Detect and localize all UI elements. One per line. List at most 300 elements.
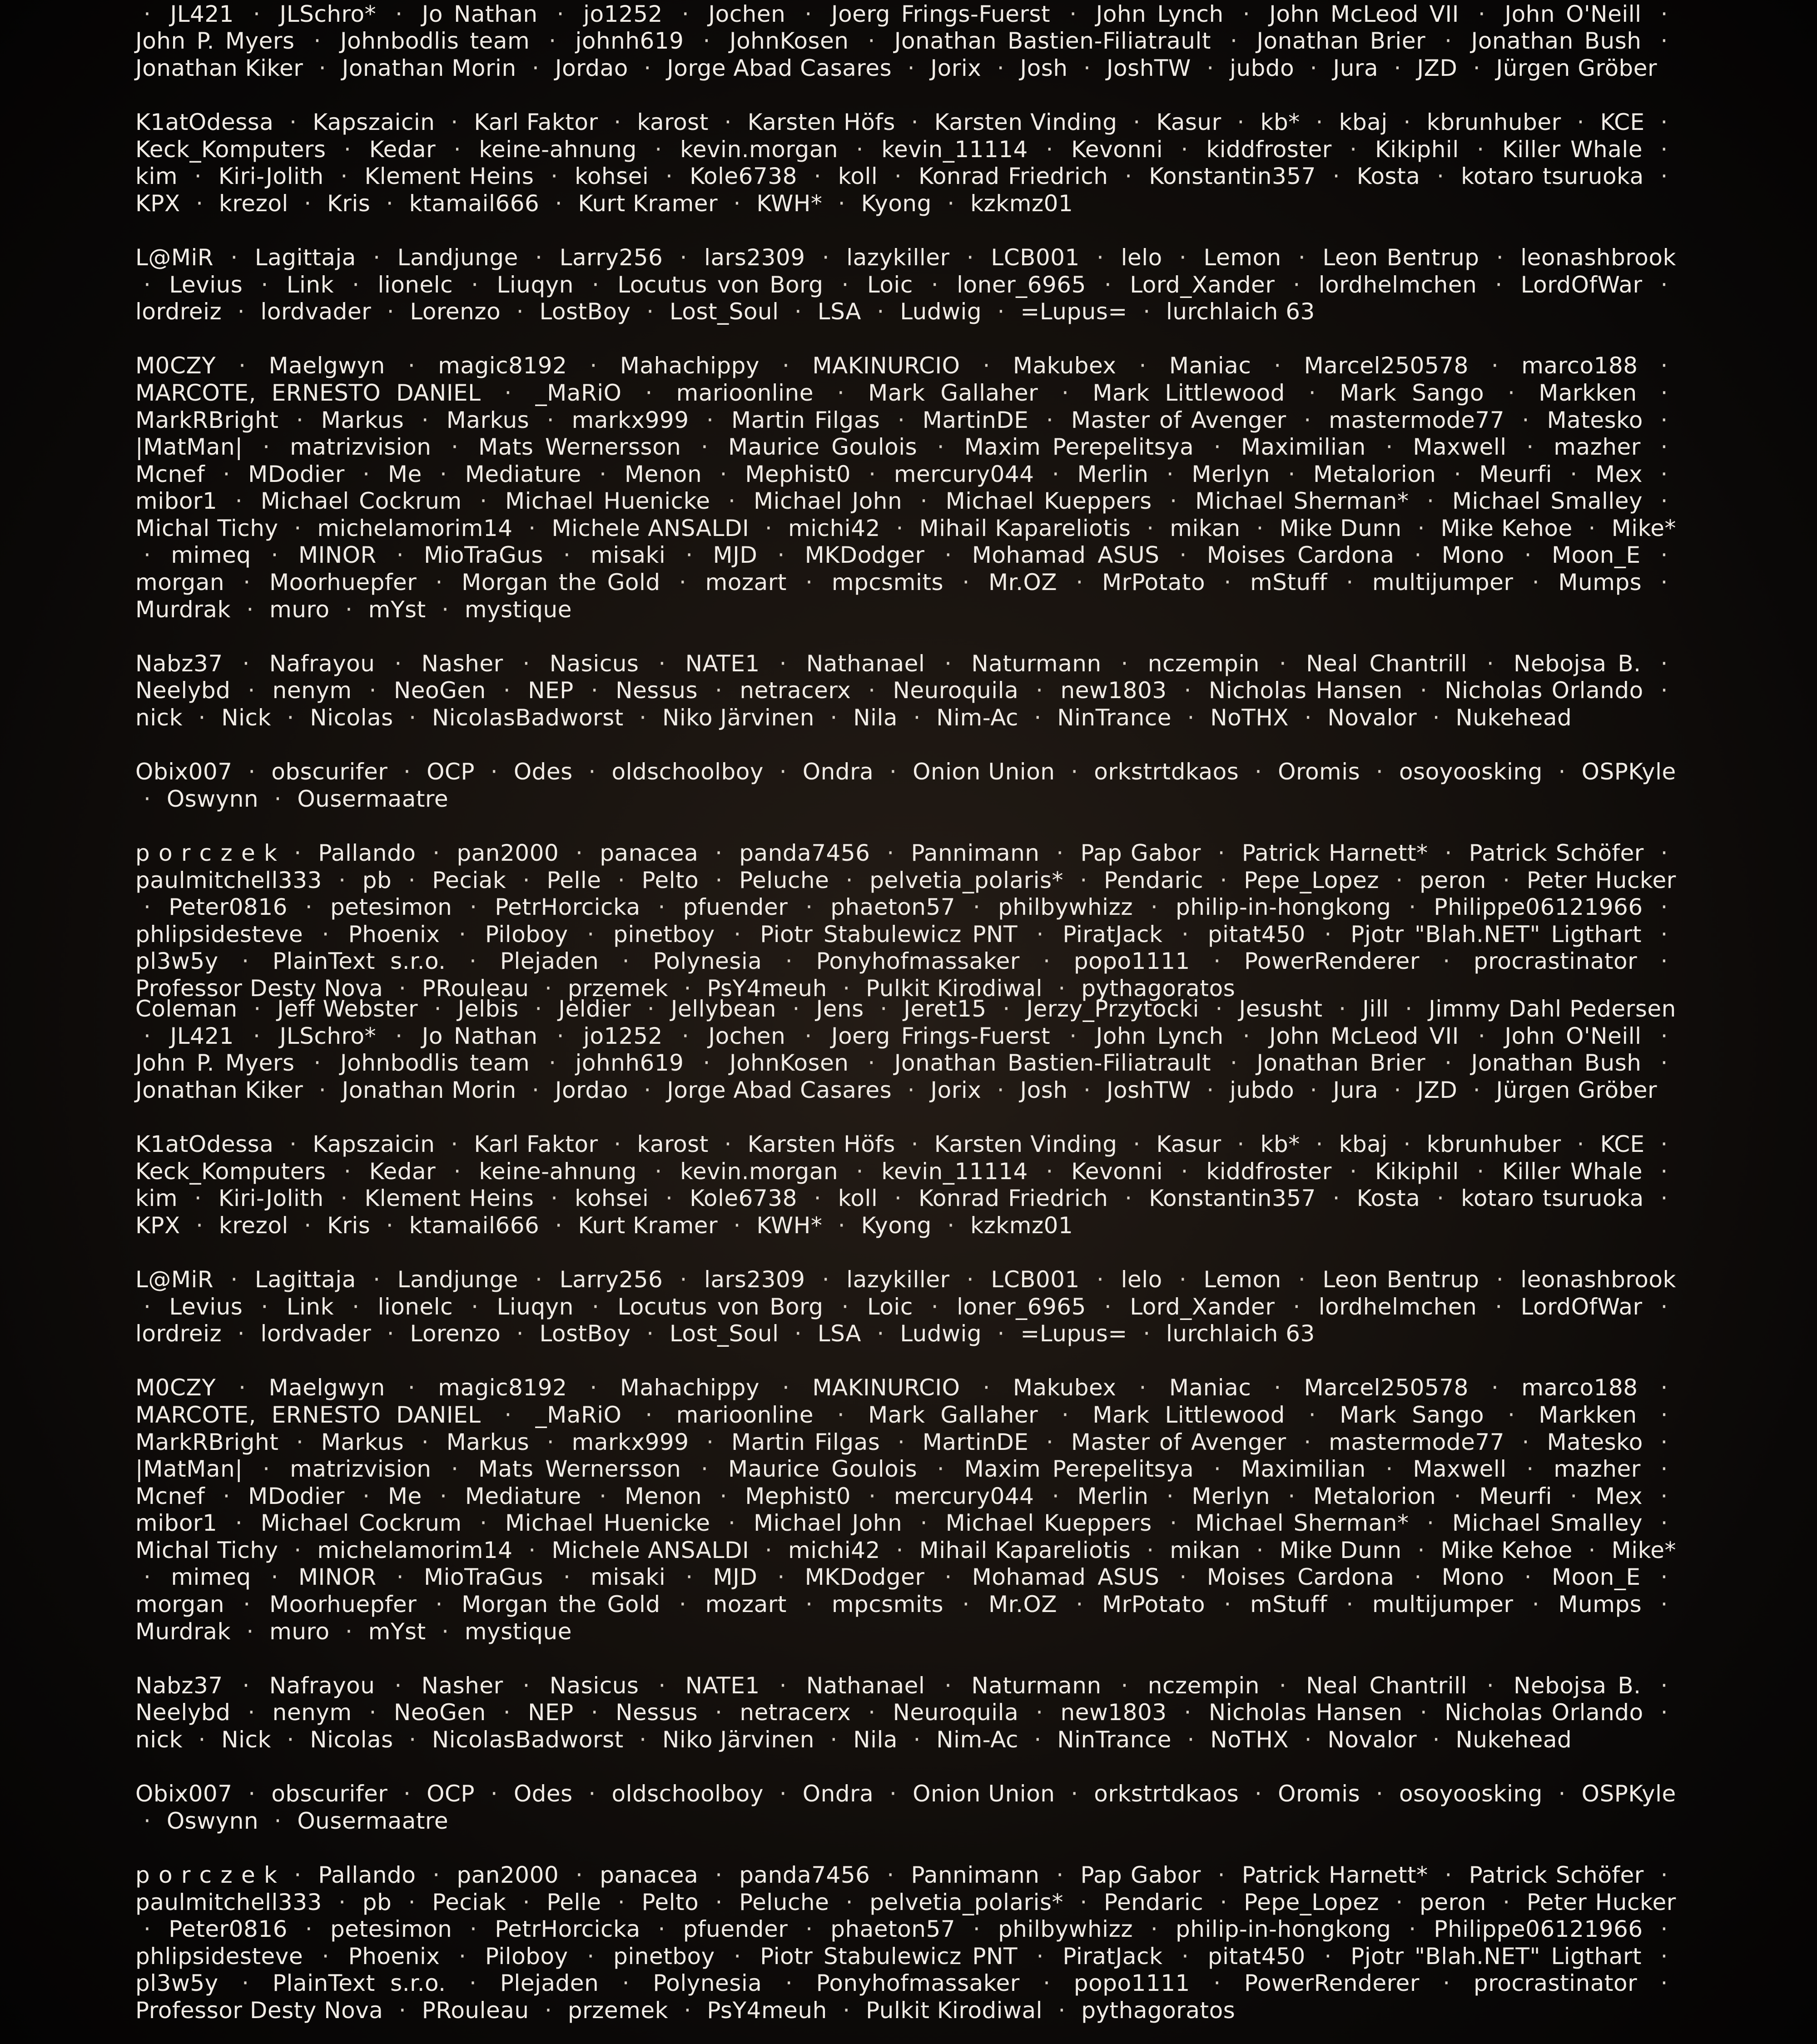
separator-dot: · [973, 894, 981, 921]
credit-name: michelamorim14 [317, 1537, 513, 1563]
credit-name: Pelto [641, 1889, 699, 1915]
credit-name: L@MiR [135, 244, 214, 271]
separator-dot: · [253, 1022, 261, 1049]
credit-name: kevin_11114 [881, 1158, 1028, 1185]
separator-dot: · [1491, 352, 1499, 379]
separator-dot: · [1043, 948, 1051, 975]
credit-name: morgan [135, 1591, 225, 1618]
credit-name: MrPotato [1102, 569, 1206, 596]
credit-name: Polynesia [653, 1970, 762, 1997]
credit-name: Johnbodlis team [340, 28, 530, 55]
credit-name: Nafrayou [269, 1672, 375, 1699]
credit-name: Konstantin357 [1149, 163, 1316, 190]
separator-dot: · [271, 1564, 278, 1591]
separator-dot: · [665, 163, 673, 190]
separator-dot: · [1417, 1537, 1425, 1563]
credit-name: Jorix [930, 55, 982, 81]
credit-name: Niko Järvinen [662, 704, 814, 731]
credit-name: Karsten Vinding [934, 1131, 1117, 1157]
separator-dot: · [880, 996, 888, 1022]
credit-name: Nukehead [1455, 704, 1572, 731]
separator-dot: · [1477, 136, 1484, 163]
separator-dot: · [289, 109, 297, 135]
credit-name: Markus [321, 1429, 404, 1455]
separator-dot: · [680, 1266, 687, 1293]
separator-dot: · [144, 1807, 151, 1834]
separator-dot: · [1437, 1185, 1445, 1212]
credit-name: lordhelmchen [1318, 1293, 1477, 1320]
separator-dot: · [1660, 1293, 1668, 1320]
separator-dot: · [469, 948, 477, 975]
credit-name: MINOR [298, 1564, 377, 1591]
credit-name: karost [637, 109, 709, 135]
credits-group-j [135, 996, 1676, 1104]
credit-name: Onion Union [913, 759, 1055, 785]
separator-dot: · [408, 867, 416, 893]
separator-dot: · [1224, 569, 1231, 596]
separator-dot: · [1220, 1889, 1227, 1915]
credit-name: Kurt Kramer [578, 190, 718, 217]
separator-dot: · [196, 1212, 204, 1239]
credit-name: Mike Dunn [1279, 515, 1402, 541]
credit-name: panacea [600, 840, 699, 866]
credit-name: oldschoolboy [611, 759, 764, 785]
separator-dot: · [242, 650, 250, 677]
separator-dot: · [1660, 1564, 1668, 1591]
separator-dot: · [144, 1564, 151, 1591]
separator-dot: · [1526, 434, 1534, 461]
separator-dot: · [1224, 1591, 1231, 1618]
separator-dot: · [658, 894, 665, 921]
credit-name: misaki [591, 1564, 666, 1591]
separator-dot: · [907, 1077, 915, 1103]
credit-name: Mediature [465, 461, 581, 487]
separator-dot: · [294, 1862, 302, 1888]
credit-name: MioTraGus [423, 1564, 543, 1591]
separator-dot: · [194, 1185, 202, 1212]
credit-name: Kasur [1156, 1131, 1221, 1157]
separator-dot: · [1150, 1916, 1158, 1943]
separator-dot: · [644, 1077, 651, 1103]
separator-dot: · [1003, 996, 1010, 1022]
separator-dot: · [394, 1672, 402, 1699]
separator-dot: · [294, 1537, 302, 1563]
separator-dot: · [845, 1889, 854, 1915]
separator-dot: · [841, 271, 849, 298]
credit-name: pythagoratos [1081, 1997, 1236, 2024]
separator-dot: · [1496, 244, 1504, 271]
separator-dot: · [715, 1889, 723, 1915]
separator-dot: · [700, 1456, 709, 1483]
credit-name: Onion Union [913, 1781, 1055, 1807]
credit-name: John P. Myers [135, 28, 295, 55]
credit-name: Piotr Stabulewicz PNT [760, 1943, 1018, 1970]
separator-dot: · [1034, 704, 1042, 731]
separator-dot: · [715, 1699, 723, 1726]
credit-name: Kosta [1356, 1185, 1420, 1212]
credit-name: marioonline [676, 1401, 814, 1428]
separator-dot: · [442, 1618, 449, 1645]
credit-name: kbrunhuber [1426, 1131, 1561, 1157]
credit-name: loner_6965 [957, 1293, 1086, 1320]
credit-name: pitat450 [1207, 1943, 1306, 1970]
credit-name: nczempin [1147, 650, 1260, 677]
separator-dot: · [1080, 867, 1087, 893]
separator-dot: · [837, 379, 845, 406]
credit-name: Kevonni [1071, 136, 1163, 163]
separator-dot: · [1179, 1564, 1187, 1591]
credit-name: kotaro tsuruoka [1461, 1185, 1644, 1212]
credit-name: Michele ANSALDI [551, 1537, 750, 1563]
credit-name: pfuender [683, 894, 788, 921]
separator-dot: · [1187, 1726, 1195, 1753]
credit-name: petesimon [330, 1916, 452, 1943]
credit-name: lelo [1121, 1266, 1162, 1293]
credit-name: Piotr Stabulewicz PNT [760, 921, 1018, 948]
credit-name: Peter Hucker [1526, 1889, 1676, 1915]
credit-name: Moon_E [1551, 542, 1641, 569]
separator-dot: · [1274, 1374, 1281, 1401]
credit-name: paulmitchell333 [135, 1889, 322, 1915]
credit-name: Maurice Goulois [728, 434, 918, 461]
credit-name: NEP [528, 1699, 574, 1726]
credit-name: lionelc [377, 271, 453, 298]
credit-name: Lorenzo [410, 298, 501, 325]
separator-dot: · [1524, 542, 1532, 569]
credit-name: lazykiller [846, 244, 950, 271]
credit-name: Maximilian [1241, 434, 1366, 461]
credit-name: NinTrance [1057, 1726, 1172, 1753]
separator-dot: · [1403, 109, 1411, 135]
separator-dot: · [1426, 488, 1435, 515]
separator-dot: · [838, 190, 846, 217]
credit-name: Jürgen Gröber [1496, 1077, 1658, 1103]
separator-dot: · [1052, 461, 1060, 487]
credit-name: Nathanael [806, 1672, 925, 1699]
credit-name: Kurt Kramer [578, 1212, 718, 1239]
credit-name: orkstrtdkaos [1094, 759, 1239, 785]
separator-dot: · [1279, 650, 1287, 677]
separator-dot: · [516, 1320, 524, 1347]
credit-name: Michael Smalley [1452, 488, 1643, 515]
credit-name: Jonathan Kiker [135, 55, 303, 81]
credit-name: Patrick Schöfer [1469, 840, 1644, 866]
separator-dot: · [261, 271, 268, 298]
credit-name: Kedar [369, 136, 436, 163]
separator-dot: · [144, 1293, 151, 1320]
credit-name: Moises Cardona [1206, 542, 1395, 569]
separator-dot: · [458, 1943, 467, 1970]
separator-dot: · [1660, 0, 1668, 27]
separator-dot: · [551, 163, 558, 190]
separator-dot: · [322, 921, 330, 948]
separator-dot: · [528, 515, 536, 541]
credit-name: przemek [567, 975, 669, 1002]
separator-dot: · [409, 704, 417, 731]
credits-group-o [135, 1781, 1676, 1835]
separator-dot: · [451, 1456, 459, 1483]
separator-dot: · [435, 1591, 443, 1618]
credit-name: Plejaden [500, 948, 599, 975]
separator-dot: · [576, 840, 583, 866]
credit-name: Mats Wernersson [478, 1456, 681, 1483]
credit-name: NeoGen [393, 677, 486, 704]
separator-dot: · [587, 921, 595, 948]
credit-name: NATE1 [685, 1672, 760, 1699]
separator-dot: · [907, 55, 915, 81]
separator-dot: · [911, 109, 919, 135]
separator-dot: · [409, 1726, 417, 1753]
separator-dot: · [1350, 1158, 1357, 1185]
credit-name: leonashbrook [1520, 244, 1676, 271]
credit-name: matrizvision [290, 434, 432, 461]
separator-dot: · [1473, 55, 1481, 81]
separator-dot: · [1522, 407, 1529, 433]
credit-name: orkstrtdkaos [1094, 1781, 1239, 1807]
separator-dot: · [555, 190, 563, 217]
credit-name: Michael Kueppers [945, 488, 1152, 515]
separator-dot: · [920, 488, 928, 515]
separator-dot: · [947, 190, 955, 217]
credit-name: Jura [1333, 1077, 1379, 1103]
credit-name: M0CZY [135, 1374, 216, 1401]
credit-name: Lord_Xander [1130, 1293, 1275, 1320]
separator-dot: · [432, 840, 440, 866]
credit-name: Kasur [1156, 109, 1221, 135]
separator-dot: · [591, 271, 600, 298]
separator-dot: · [1660, 1916, 1668, 1943]
separator-dot: · [1445, 28, 1452, 55]
separator-dot: · [1298, 244, 1306, 271]
credit-name: Jonathan Kiker [135, 1077, 303, 1103]
separator-dot: · [242, 948, 249, 975]
separator-dot: · [645, 379, 653, 406]
separator-dot: · [294, 840, 302, 866]
credit-name: Kapszaicin [313, 1131, 435, 1157]
separator-dot: · [545, 1997, 552, 2024]
credit-name: Lost_Soul [669, 298, 779, 325]
credit-name: MAKINURCIO [812, 352, 960, 379]
credit-name: multijumper [1372, 569, 1514, 596]
credit-name: Mihail Kapareliotis [919, 1537, 1131, 1563]
separator-dot: · [470, 1916, 477, 1943]
credit-name: JLSchro* [279, 1022, 377, 1049]
separator-dot: · [1293, 271, 1301, 298]
credit-name: Master of Avenger [1071, 407, 1286, 433]
separator-dot: · [931, 271, 939, 298]
separator-dot: · [1242, 1022, 1251, 1049]
credit-name: phaeton57 [830, 894, 956, 921]
separator-dot: · [591, 1293, 600, 1320]
separator-dot: · [549, 28, 556, 55]
credit-name: OSPKyle [1581, 759, 1676, 785]
credit-name: kzkmz01 [970, 190, 1073, 217]
separator-dot: · [305, 894, 313, 921]
separator-dot: · [1184, 1699, 1191, 1726]
credit-name: pan2000 [457, 1862, 559, 1888]
separator-dot: · [646, 298, 654, 325]
separator-dot: · [1414, 1564, 1422, 1591]
separator-dot: · [480, 1510, 487, 1537]
separator-dot: · [1304, 704, 1312, 731]
separator-dot: · [373, 1266, 381, 1293]
separator-dot: · [1660, 1970, 1668, 1997]
separator-dot: · [966, 1266, 974, 1293]
credit-name: Neelybd [135, 1699, 231, 1726]
separator-dot: · [724, 1131, 732, 1157]
separator-dot: · [1522, 1429, 1529, 1455]
separator-dot: · [1071, 759, 1078, 785]
separator-dot: · [1477, 1158, 1484, 1185]
credit-name: Maniac [1169, 1374, 1251, 1401]
separator-dot: · [248, 1781, 256, 1807]
separator-dot: · [805, 569, 813, 596]
credit-name: John P. Myers [135, 1050, 295, 1077]
separator-dot: · [720, 461, 727, 487]
separator-dot: · [944, 650, 952, 677]
credit-name: Nessus [616, 1699, 698, 1726]
separator-dot: · [144, 0, 151, 27]
separator-dot: · [1437, 163, 1445, 190]
separator-dot: · [779, 759, 787, 785]
credits-scroll-copy-2 [135, 996, 1676, 2044]
separator-dot: · [144, 542, 151, 569]
credit-name: kiddfroster [1206, 1158, 1332, 1185]
credit-name: Ponyhofmassaker [816, 1970, 1020, 1997]
credit-name: peron [1420, 1889, 1486, 1915]
separator-dot: · [387, 1320, 394, 1347]
credit-name: Lemon [1203, 1266, 1281, 1293]
credit-name: Neal Chantrill [1306, 1672, 1467, 1699]
separator-dot: · [345, 1618, 353, 1645]
credit-name: Nicolas [310, 704, 393, 731]
credit-name: Jura [1333, 55, 1379, 81]
separator-dot: · [856, 136, 864, 163]
separator-dot: · [1097, 1266, 1104, 1293]
separator-dot: · [522, 650, 530, 677]
credit-name: LSA [817, 1320, 861, 1347]
separator-dot: · [1206, 55, 1214, 81]
separator-dot: · [765, 1537, 773, 1563]
credit-name: pinetboy [613, 1943, 715, 1970]
credit-name: Nim-Ac [936, 1726, 1019, 1753]
credit-name: panacea [600, 1862, 699, 1888]
separator-dot: · [869, 1483, 876, 1509]
separator-dot: · [398, 975, 407, 1002]
credit-name: MartinDE [922, 407, 1029, 433]
credit-name: Klement Heins [364, 1185, 534, 1212]
separator-dot: · [1660, 434, 1668, 461]
separator-dot: · [937, 434, 945, 461]
credit-name: Jeldier [558, 996, 631, 1022]
separator-dot: · [1508, 1401, 1515, 1428]
credit-name: OCP [427, 1781, 475, 1807]
credit-name: loner_6965 [957, 271, 1086, 298]
credit-name: Michael John [753, 1510, 903, 1537]
credit-name: Morgan the Gold [462, 569, 660, 596]
separator-dot: · [274, 1807, 282, 1834]
credit-name: Marcel250578 [1304, 1374, 1469, 1401]
credit-name: Jeret15 [904, 996, 987, 1022]
separator-dot: · [1660, 542, 1668, 569]
credit-name: nenym [272, 1699, 352, 1726]
separator-dot: · [294, 515, 302, 541]
credit-name: Kris [327, 1212, 371, 1239]
separator-dot: · [1588, 515, 1596, 541]
credit-name: Professor Desty Nova [135, 1997, 383, 2024]
separator-dot: · [1473, 1077, 1481, 1103]
credit-name: PRouleau [422, 975, 529, 1002]
separator-dot: · [944, 1564, 952, 1591]
credit-name: Maxim Perepelitsya [964, 1456, 1194, 1483]
credit-name: mimeq [171, 542, 251, 569]
credit-name: kohsei [575, 1185, 649, 1212]
credit-name: Martin Filgas [731, 407, 880, 433]
credit-name: JL421 [170, 0, 234, 27]
separator-dot: · [1181, 1943, 1189, 1970]
credit-name: Oswynn [166, 1807, 259, 1834]
credit-name: Ponyhofmassaker [816, 948, 1020, 975]
credit-name: Mediature [465, 1483, 581, 1509]
separator-dot: · [1046, 407, 1054, 433]
credit-name: Lorenzo [410, 1320, 501, 1347]
credit-name: Keck_Komputers [135, 136, 326, 163]
separator-dot: · [304, 1212, 312, 1239]
separator-dot: · [394, 650, 402, 677]
separator-dot: · [1570, 461, 1578, 487]
separator-dot: · [1660, 1131, 1668, 1157]
credit-name: Jordao [555, 1077, 628, 1103]
credit-name: MAKINURCIO [812, 1374, 960, 1401]
separator-dot: · [868, 1699, 876, 1726]
credit-name: Nick [221, 1726, 271, 1753]
credit-name: Nicolas [310, 1726, 393, 1753]
credit-name: Plejaden [500, 1970, 599, 1997]
separator-dot: · [1420, 1699, 1428, 1726]
separator-dot: · [1332, 1185, 1340, 1212]
credit-name: Killer Whale [1502, 136, 1643, 163]
credit-name: Metalorion [1313, 1483, 1436, 1509]
credit-name: Menon [624, 1483, 702, 1509]
separator-dot: · [715, 867, 723, 893]
separator-dot: · [403, 759, 411, 785]
separator-dot: · [1237, 1131, 1245, 1157]
separator-dot: · [1660, 1429, 1668, 1455]
credit-name: Martin Filgas [731, 1429, 880, 1455]
separator-dot: · [1288, 1483, 1296, 1509]
credit-name: Mark Littlewood [1092, 379, 1285, 406]
credit-name: Jonathan Morin [342, 1077, 516, 1103]
credit-name: Nessus [616, 677, 698, 704]
credit-name: Jo Nathan [422, 1022, 538, 1049]
credit-name: Mike Kehoe [1440, 1537, 1573, 1563]
separator-dot: · [685, 542, 693, 569]
separator-dot: · [235, 488, 243, 515]
separator-dot: · [1076, 569, 1083, 596]
credit-name: Jill [1362, 996, 1389, 1022]
separator-dot: · [868, 28, 875, 55]
credit-name: Morgan the Gold [462, 1591, 660, 1618]
separator-dot: · [1660, 1943, 1668, 1970]
credit-name: Jonathan Brier [1256, 1050, 1426, 1077]
credit-name: Kapszaicin [313, 109, 435, 135]
separator-dot: · [1454, 461, 1462, 487]
separator-dot: · [646, 1320, 654, 1347]
separator-dot: · [830, 1726, 838, 1753]
credit-name: karost [637, 1131, 709, 1157]
credit-name: Konrad Friedrich [918, 163, 1108, 190]
credit-name: Me [387, 461, 422, 487]
